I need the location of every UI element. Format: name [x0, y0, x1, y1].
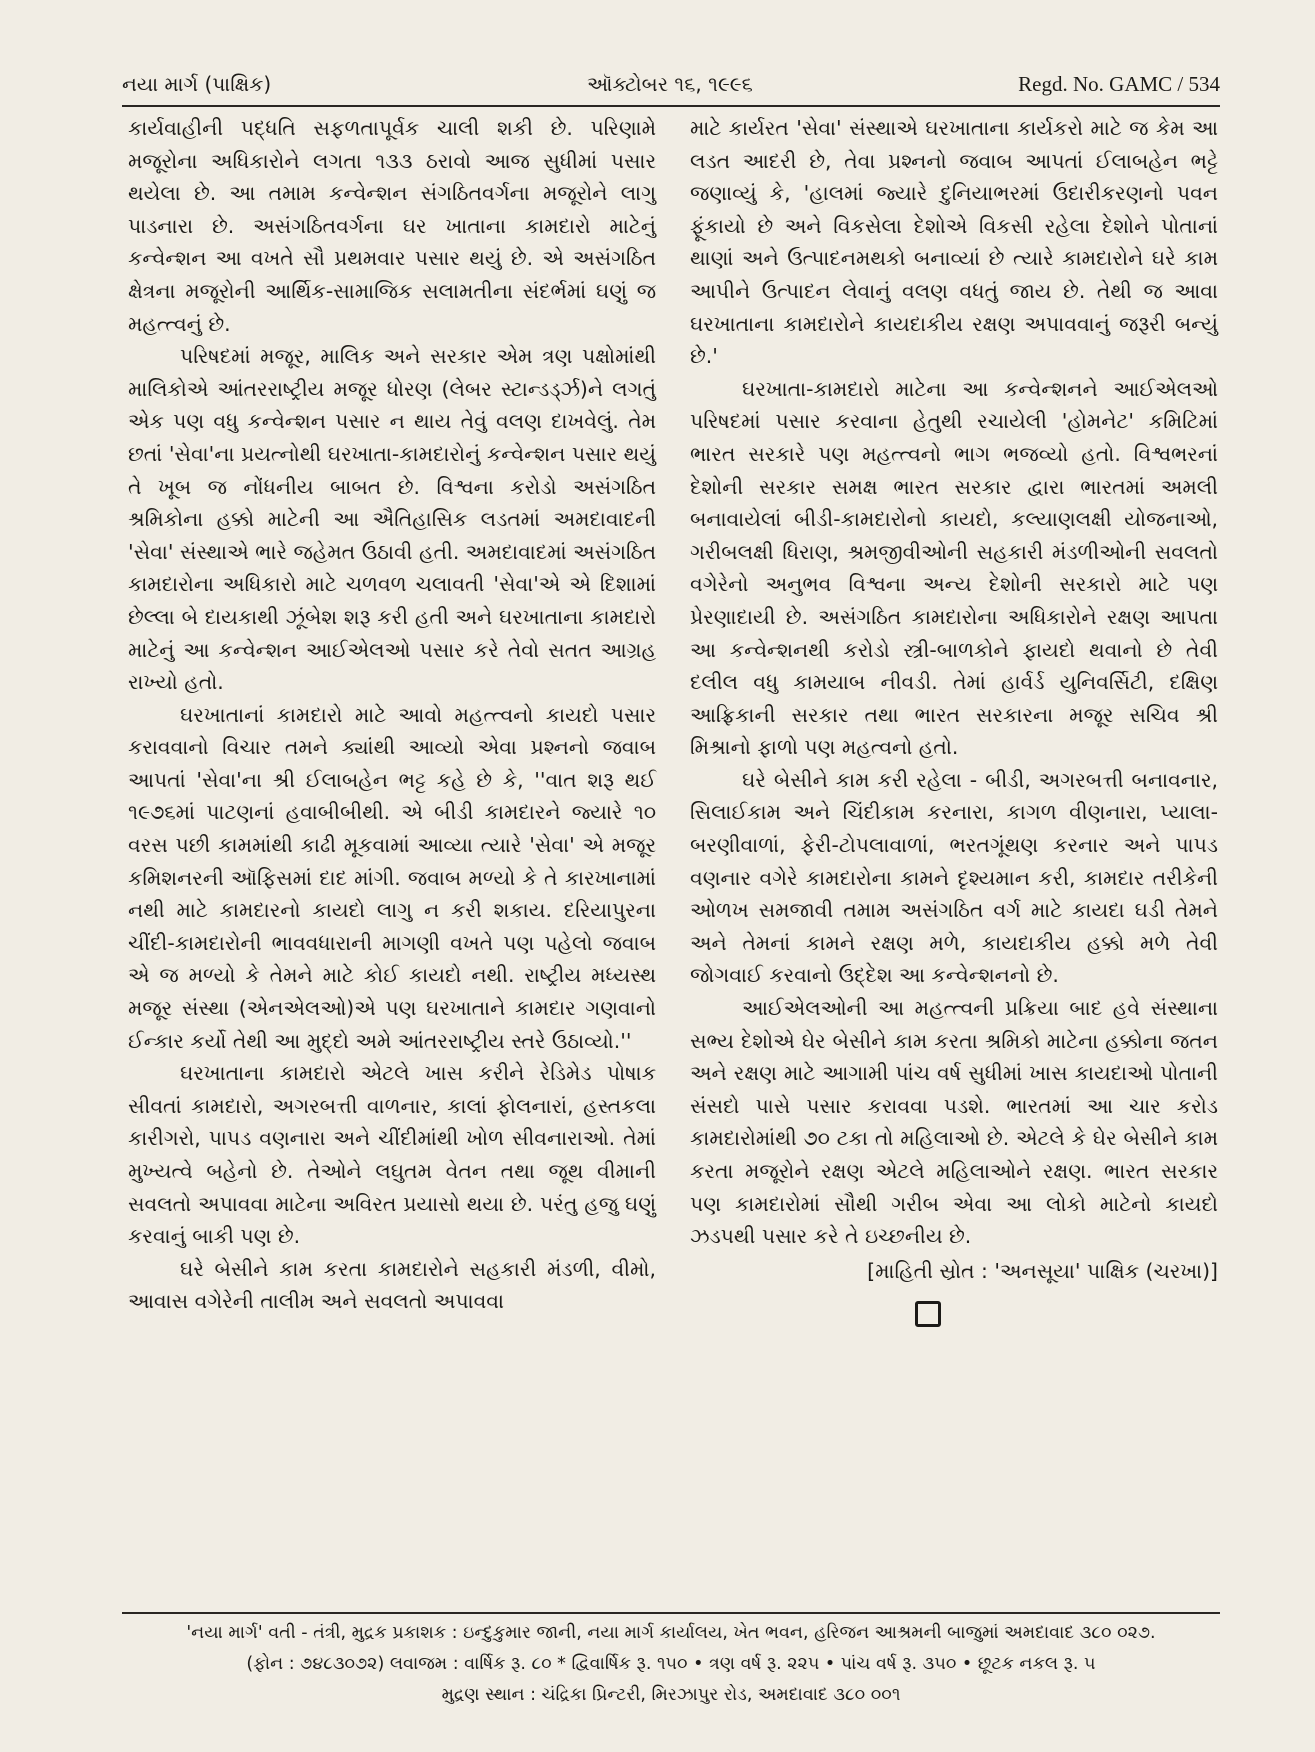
footer-rule [122, 1612, 1220, 1614]
paragraph: ઘરે બેસીને કામ કરતા કામદારોને સહકારી મંડળી, વીમો, આવાસ વગેરેની તાલીમ અને સવલતો અપાવવા [128, 1256, 656, 1314]
paragraph: પરિષદમાં મજૂર, માલિક અને સરકાર એમ ત્રણ પક્ષોમાંથી માલિકોએ આંતરરાષ્ટ્રીય મજૂર ધોરણ (લેબર સ્ટાન્ડર્ડ્ઝ)ને લગતું એક પણ વધુ કન્વેન્શન પસાર ન થાય તેવું વલણ દાખવેલું. તેમ છતાં 'સેવા'ના પ્રયત્નોથી ઘરખાતા-કામદારોનું કન્વેન્શન પસાર થયું તે ખૂબ જ નોંધનીય બાબત છે. વિશ્વના કરોડો અસંગઠિત શ્રમિકોના હક્કો માટેની આ ઐતિહાસિક લડતમાં અમદાવાદની 'સેવા' સંસ્થાએ ભારે જહેમત ઉઠાવી હતી. અમદાવાદમાં અસંગઠિત કામદારોના અધિકારો માટે ચળવળ ચલાવતી 'સેવા'એ એ દિશામાં છેલ્લા બે દાયકાથી ઝૂંબેશ શરૂ કરી હતી અને ઘરખાતાના કામદારો માટેનું આ કન્વેન્શન આઈએલઓ પસાર કરે તેવો સતત આગ્રહ રાખ્યો હતો. [128, 344, 656, 695]
footer-printer-line: મુદ્રણ સ્થાન : ચંદ્રિકા પ્રિન્ટરી, મિરઝાપુર રોડ, અમદાવાદ ૩૮૦ ૦૦૧ [441, 1685, 901, 1705]
paragraph: ઘરખાતા-કામદારો માટેના આ કન્વેન્શનને આઈએલઓ પરિષદમાં પસાર કરવાના હેતુથી રચાયેલી 'હોમનેટ' કમિટિમાં ભારત સરકારે પણ મહત્ત્વનો ભાગ ભજવ્યો હતો. વિશ્વભરનાં દેશોની સરકાર સમક્ષ ભારત સરકાર દ્વારા ભારતમાં અમલી બનાવાયેલાં બીડી-કામદારોનો કાયદો, કલ્યાણલક્ષી યોજનાઓ, ગરીબલક્ષી ધિરાણ, શ્રમજીવીઓની સહકારી મંડળીઓની સવલતો વગેરેનો અનુભવ વિશ્વના અન્ય દેશોની સરકારો માટે પણ પ્રેરણાદાયી છે. અસંગઠિત કામદારોના અધિકારોને રક્ષણ આપતા આ કન્વેન્શનથી કરોડો સ્ત્રી-બાળકોને ફાયદો થવાનો છે તેવી દલીલ વધુ કામયાબ નીવડી. તેમાં હાર્વર્ડ યુનિવર્સિટી, દક્ષિણ આફ્રિકાની સરકાર તથા ભારત સરકારના મજૂર સચિવ શ્રી મિશ્રાનો ફાળો પણ મહત્વનો હતો. [690, 376, 1218, 760]
paragraph: ઘરે બેસીને કામ કરી રહેલા - બીડી, અગરબત્તી બનાવનાર, સિલાઈકામ અને ચિંદીકામ કરનારા, કાગળ વીણનારા, પ્યાલા-બરણીવાળાં, ફેરી-ટોપલાવાળાં, ભરતગૂંથણ કરનાર અને પાપડ વણનાર વગેરે કામદારોના કામને દૃશ્યમાન કરી, કામદાર તરીકેની ઓળખ સમજાવી તમામ અસંગઠિત વર્ગ માટે કાયદા ઘડી તેમને અને તેમનાં કામને રક્ષણ મળે, કાયદાકીય હક્કો મળે તેવી જોગવાઈ કરવાનો ઉદ્દેશ આ કન્વેન્શનનો છે. [690, 767, 1218, 988]
page-footer [122, 1618, 1220, 1711]
left-column [128, 112, 656, 1318]
paragraph: ઘરખાતાના કામદારો એટલે ખાસ કરીને રેડિમેડ પોષાક સીવતાં કામદારો, અગરબત્તી વાળનાર, કાલાં ફોલનારાં, હસ્તકલા કારીગરો, પાપડ વણનારા અને ચીંદીમાંથી ખોળ સીવનારાઓ. તેમાં મુખ્યત્વે બહેનો છે. તેઓને લઘુતમ વેતન તથા જૂથ વીમાની સવલતો અપાવવા માટેના અવિરત પ્રયાસો થયા છે. પરંતુ હજુ ઘણું કરવાનું બાકી પણ છે. [128, 1061, 656, 1249]
issue-date: ઑક્ટોબર ૧૬, ૧૯૯૬ [587, 72, 753, 96]
registration-number: Regd. No. GAMC / 534 [1018, 72, 1220, 96]
paragraph: ઘરખાતાનાં કામદારો માટે આવો મહત્ત્વનો કાયદો પસાર કરાવવાનો વિચાર તમને ક્યાંથી આવ્યો એવા પ્રશ્નનો જવાબ આપતાં 'સેવા'ના શ્રી ઈલાબહેન ભટ્ટ કહે છે કે, ''વાત શરૂ થઈ ૧૯૭૬માં પાટણનાં હવાબીબીથી. એ બીડી કામદારને જ્યારે ૧૦ વરસ પછી કામમાંથી કાઢી મૂકવામાં આવ્યા ત્યારે 'સેવા' એ મજૂર કમિશનરની ઑફિસમાં દાદ માંગી. જવાબ મળ્યો કે તે કારખાનામાં નથી માટે કામદારનો કાયદો લાગુ ન કરી શકાય. દરિયાપુરના ચીંદી-કામદારોની ભાવવધારાની માગણી વખતે પણ પહેલો જવાબ એ જ મળ્યો કે તેમને માટે કોઈ કાયદો નથી. રાષ્ટ્રીય મધ્યસ્થ મજૂર સંસ્થા (એનએલઓ)એ પણ ઘરખાતાને કામદાર ગણવાનો ઈન્કાર કર્યો તેથી આ મુદ્દો અમે આંતરરાષ્ટ્રીય સ્તરે ઉઠાવ્યો.'' [128, 702, 656, 1053]
end-mark-icon [915, 1301, 941, 1327]
footer-subscription-line: (ફોન : ૭૪૮૩૦૭૨) લવાજમ : વાર્ષિક રૂ. ૮૦ * દ્વિવાર્ષિક રૂ. ૧૫૦ • ત્રણ વર્ષ રૂ. ૨૨૫ • પાંચ વર્ષ રૂ. ૩૫૦ • છૂટક નકલ રૂ. ૫ [246, 1654, 1096, 1674]
paragraph: માટે કાર્યરત 'સેવા' સંસ્થાએ ઘરખાતાના કાર્યકરો માટે જ કેમ આ લડત આદરી છે, તેવા પ્રશ્નનો જવાબ આપતાં ઈલાબહેન ભટ્ટે જણાવ્યું કે, 'હાલમાં જ્યારે દુનિયાભરમાં ઉદારીકરણનો પવન ફૂંકાયો છે અને વિકસેલા દેશોએ વિકસી રહેલા દેશોને પોતાનાં થાણાં અને ઉત્પાદનમથકો બનાવ્યાં છે ત્યારે કામદારોને ઘરે કામ આપીને ઉત્પાદન લેવાનું વલણ વધતું જાય છે. તેથી જ આવા ઘરખાતાના કામદારોને કાયદાકીય રક્ષણ અપાવવાનું જરૂરી બન્યું છે.' [690, 116, 1218, 369]
footer-publisher-line: 'નયા માર્ગ' વતી - તંત્રી, મુદ્રક પ્રકાશક : ઇન્દુકુમાર જાની, નયા માર્ગ કાર્યાલય, ખેત ભવન, હરિજન આશ્રમની બાજુમાં અમદાવાદ ૩૮૦ ૦૨૭. [186, 1623, 1156, 1643]
page-header [122, 64, 1220, 104]
paragraph: આઈએલઓની આ મહત્ત્વની પ્રક્રિયા બાદ હવે સંસ્થાના સભ્ય દેશોએ ઘેર બેસીને કામ કરતા શ્રમિકો માટેના હક્કોના જતન અને રક્ષણ માટે આગામી પાંચ વર્ષ સુધીમાં ખાસ કાયદાઓ પોતાની સંસદો પાસે પસાર કરાવવા પડશે. ભારતમાં આ ચાર કરોડ કામદારોમાંથી ૭૦ ટકા તો મહિલાઓ છે. એટલે કે ઘેર બેસીને કામ કરતા મજૂરોને રક્ષણ એટલે મહિલાઓને રક્ષણ. ભારત સરકાર પણ કામદારોમાં સૌથી ગરીબ એવા આ લોકો માટેનો કાયદો ઝડપથી પસાર કરે તે ઇચ્છનીય છે. [690, 996, 1218, 1249]
header-rule [122, 105, 1220, 107]
source-note: [માહિતી સ્રોત : 'અનસૂયા' પાક્ષિક (ચરખા)] [867, 1258, 1218, 1283]
publication-name: નયા માર્ગ (પાક્ષિક) [122, 72, 272, 96]
paragraph: કાર્યવાહીની પદ્ધતિ સફળતાપૂર્વક ચાલી શકી છે. પરિણામે મજૂરોના અધિકારોને લગતા ૧૩૩ ઠરાવો આજ સુધીમાં પસાર થયેલા છે. આ તમામ કન્વેન્શન સંગઠિતવર્ગના મજૂરોને લાગુ પાડનારા છે. અસંગઠિતવર્ગના ઘર ખાતાના કામદારો માટેનું કન્વેન્શન આ વખતે સૌ પ્રથમવાર પસાર થયું છે. એ અસંગઠિત ક્ષેત્રના મજૂરોની આર્થિક-સામાજિક સલામતીના સંદર્ભમાં ઘણું જ મહત્ત્વનું છે. [128, 116, 656, 336]
right-column [690, 112, 1218, 1327]
